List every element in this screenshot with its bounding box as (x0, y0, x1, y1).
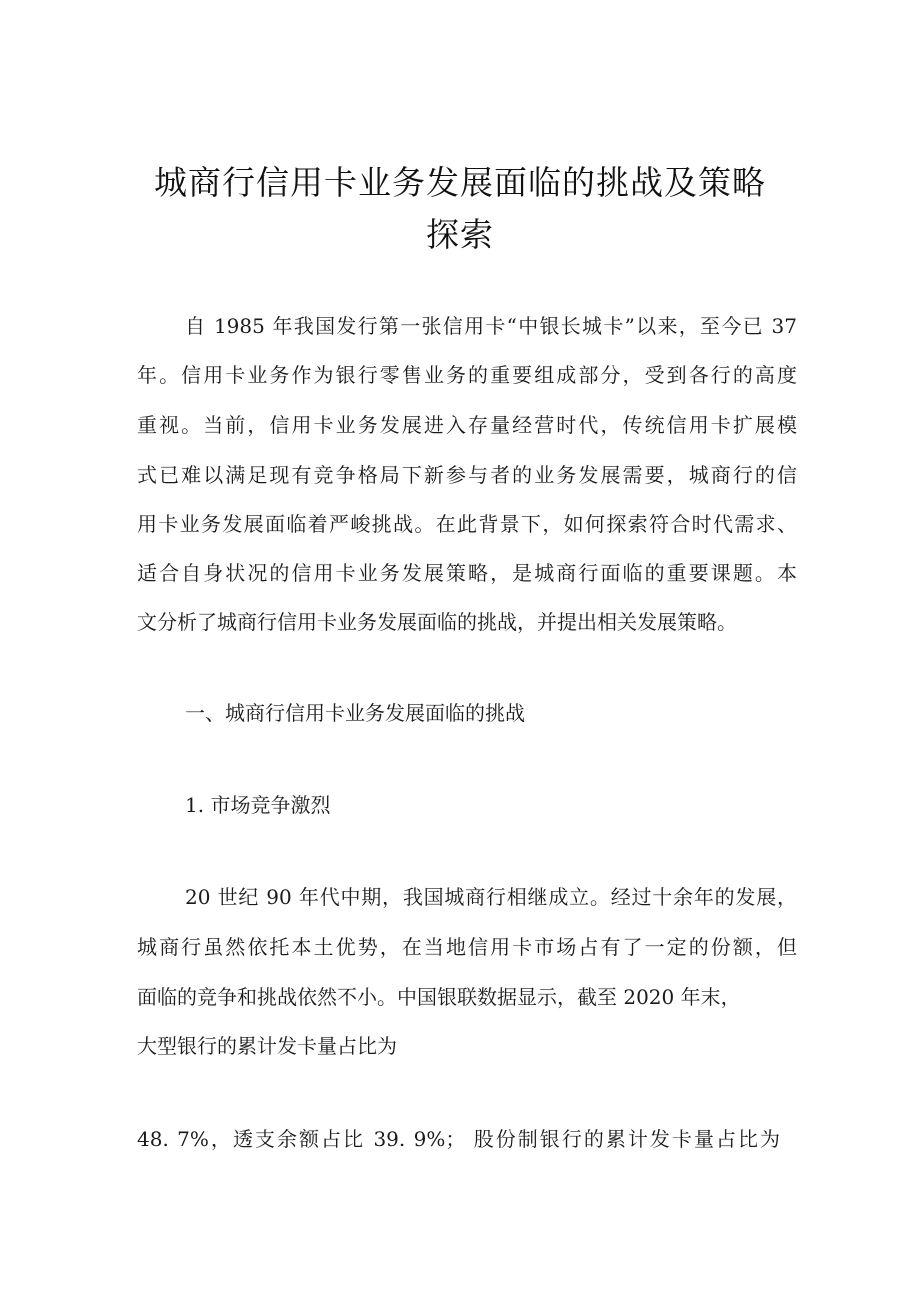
intro-line-3: 重视。当前，信用卡业务发展进入存量经营时代，传统信用卡扩展模 (137, 413, 797, 437)
body-line-1: 20 世纪 90 年代中期，我国城商行相继成立。经过十余年的发展， (185, 885, 797, 909)
intro-line-7: 文分析了城商行信用卡业务发展面临的挑战，并提出相关发展策略。 (137, 610, 737, 634)
subsection-heading: 1. 市场竞争激烈 (185, 793, 331, 817)
body-line-3: 面临的竞争和挑战依然不小。中国银联数据显示，截至 2020 年末， (137, 985, 741, 1009)
intro-line-1: 自 1985 年我国发行第一张信用卡“中银长城卡”以来，至今已 37 (185, 314, 797, 338)
body-line-2: 城商行虽然依托本土优势，在当地信用卡市场占有了一定的份额，但 (137, 935, 797, 959)
section-heading: 一、城商行信用卡业务发展面临的挑战 (185, 701, 525, 725)
continued-line: 48. 7%，透支余额占比 39. 9%； 股份制银行的累计发卡量占比为 (137, 1127, 780, 1151)
body-line-4: 大型银行的累计发卡量占比为 (137, 1034, 397, 1058)
document-title-line-1: 城商行信用卡业务发展面临的挑战及策略 (154, 163, 766, 202)
intro-line-6: 适合自身状况的信用卡业务发展策略，是城商行面临的重要课题。本 (137, 561, 797, 585)
intro-line-5: 用卡业务发展面临着严峻挑战。在此背景下，如何探索符合时代需求、 (137, 512, 797, 536)
intro-line-4: 式已难以满足现有竞争格局下新参与者的业务发展需要，城商行的信 (137, 463, 797, 487)
document-title-line-2: 探索 (426, 215, 494, 254)
intro-line-2: 年。信用卡业务作为银行零售业务的重要组成部分，受到各行的高度 (137, 363, 797, 387)
